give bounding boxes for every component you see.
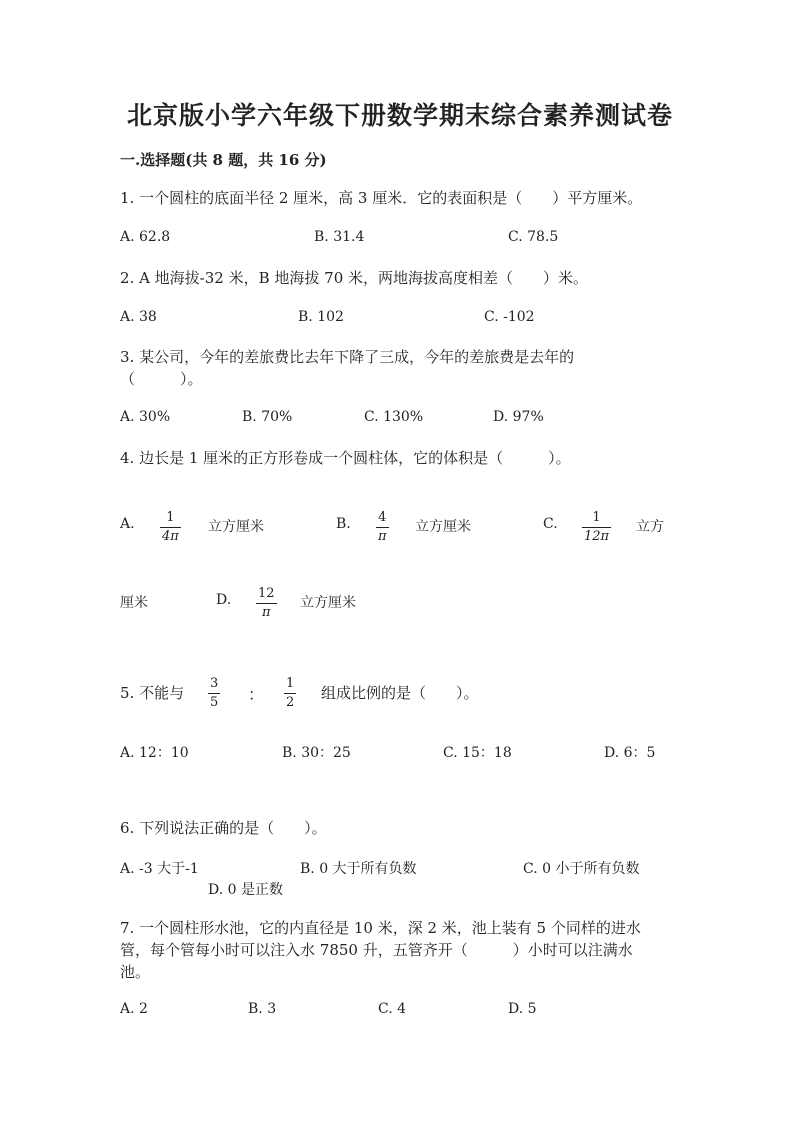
fraction-denominator: 4π [162, 529, 179, 544]
q4-option-c-fraction [582, 510, 611, 545]
q7-option-c[interactable]: C. 4 [378, 1001, 407, 1017]
q4-option-c-unit-part2: 厘米 [120, 595, 148, 611]
q7-option-b[interactable]: B. 3 [248, 1001, 277, 1017]
fraction-denominator: 5 [210, 695, 219, 710]
question-7-text-line3: 池。 [120, 963, 151, 981]
fraction-denominator: 2 [286, 695, 295, 710]
q4-option-a-fraction [160, 510, 181, 545]
q4-option-d-fraction [256, 586, 277, 621]
q5-option-a[interactable]: A. 12：10 [120, 745, 189, 761]
q5-option-b[interactable]: B. 30：25 [282, 745, 351, 761]
fraction-bar [208, 693, 220, 694]
q4-option-a-unit: 立方厘米 [208, 519, 264, 535]
q2-option-a[interactable]: A. 38 [120, 309, 157, 325]
q5-fraction-1 [208, 676, 220, 711]
fraction-numerator: 3 [210, 676, 219, 691]
q4-option-a-label[interactable]: A. [120, 516, 135, 532]
fraction-numerator: 1 [592, 510, 601, 525]
q1-option-a[interactable]: A. 62.8 [120, 229, 171, 245]
q4-option-b-fraction [376, 510, 389, 545]
ratio-colon: ： [248, 685, 265, 704]
question-3-text-line2: （ ）。 [120, 370, 203, 388]
exam-title: 北京版小学六年级下册数学期末综合素养测试卷 [126, 101, 673, 130]
q6-option-c[interactable]: C. 0 小于所有负数 [523, 861, 640, 877]
fraction-bar [160, 527, 181, 528]
q5-fraction-2 [284, 676, 296, 711]
q4-option-c-unit-part1: 立方 [636, 519, 664, 535]
q6-option-b[interactable]: B. 0 大于所有负数 [300, 861, 417, 877]
fraction-bar [284, 693, 296, 694]
q4-option-d-label[interactable]: D. [216, 592, 232, 608]
q2-option-c[interactable]: C. -102 [484, 309, 535, 325]
section-heading: 一.选择题(共 8 题，共 16 分) [120, 151, 327, 169]
q4-option-d-unit: 立方厘米 [300, 595, 356, 611]
fraction-denominator: π [262, 605, 271, 620]
question-7-text-line1: 7. 一个圆柱形水池，它的内直径是 10 米，深 2 米，池上装有 5 个同样的进水 [120, 919, 641, 937]
fraction-numerator: 12 [258, 586, 275, 601]
q7-option-d[interactable]: D. 5 [508, 1001, 537, 1017]
q4-option-b-label[interactable]: B. [336, 516, 351, 532]
fraction-denominator: π [378, 529, 387, 544]
q2-option-b[interactable]: B. 102 [298, 309, 344, 325]
q4-option-b-unit: 立方厘米 [415, 519, 471, 535]
q3-option-d[interactable]: D. 97% [493, 409, 544, 425]
q1-option-b[interactable]: B. 31.4 [314, 229, 365, 245]
q6-option-a[interactable]: A. -3 大于-1 [120, 861, 199, 877]
question-1-text: 1. 一个圆柱的底面半径 2 厘米，高 3 厘米．它的表面积是（ ）平方厘米。 [120, 189, 643, 207]
q3-option-b[interactable]: B. 70% [242, 409, 293, 425]
q4-option-c-label[interactable]: C. [543, 516, 558, 532]
question-4-text: 4. 边长是 1 厘米的正方形卷成一个圆柱体，它的体积是（ ）。 [120, 449, 571, 467]
fraction-denominator: 12π [584, 529, 610, 544]
question-5-prefix: 5. 不能与 [120, 684, 185, 702]
question-7-text-line2: 管，每个管每小时可以注入水 7850 升，五管齐开（ ）小时可以注满水 [120, 941, 633, 959]
fraction-bar [582, 527, 611, 528]
q3-option-a[interactable]: A. 30% [120, 409, 171, 425]
question-5-suffix: 组成比例的是（ ）。 [321, 684, 479, 702]
fraction-bar [376, 527, 389, 528]
q6-option-d[interactable]: D. 0 是正数 [208, 882, 283, 898]
fraction-numerator: 1 [286, 676, 295, 691]
question-2-text: 2. A 地海拔-32 米，B 地海拔 70 米，两地海拔高度相差（ ）米。 [120, 269, 589, 287]
q1-option-c[interactable]: C. 78.5 [508, 229, 559, 245]
question-6-text: 6. 下列说法正确的是（ ）。 [120, 819, 327, 837]
fraction-numerator: 4 [378, 510, 387, 525]
q5-option-d[interactable]: D. 6：5 [604, 745, 656, 761]
question-3-text-line1: 3. 某公司，今年的差旅费比去年下降了三成，今年的差旅费是去年的 [120, 348, 575, 366]
q5-option-c[interactable]: C. 15：18 [443, 745, 512, 761]
q3-option-c[interactable]: C. 130% [364, 409, 424, 425]
fraction-numerator: 1 [166, 510, 175, 525]
q7-option-a[interactable]: A. 2 [120, 1001, 148, 1017]
fraction-bar [256, 603, 277, 604]
